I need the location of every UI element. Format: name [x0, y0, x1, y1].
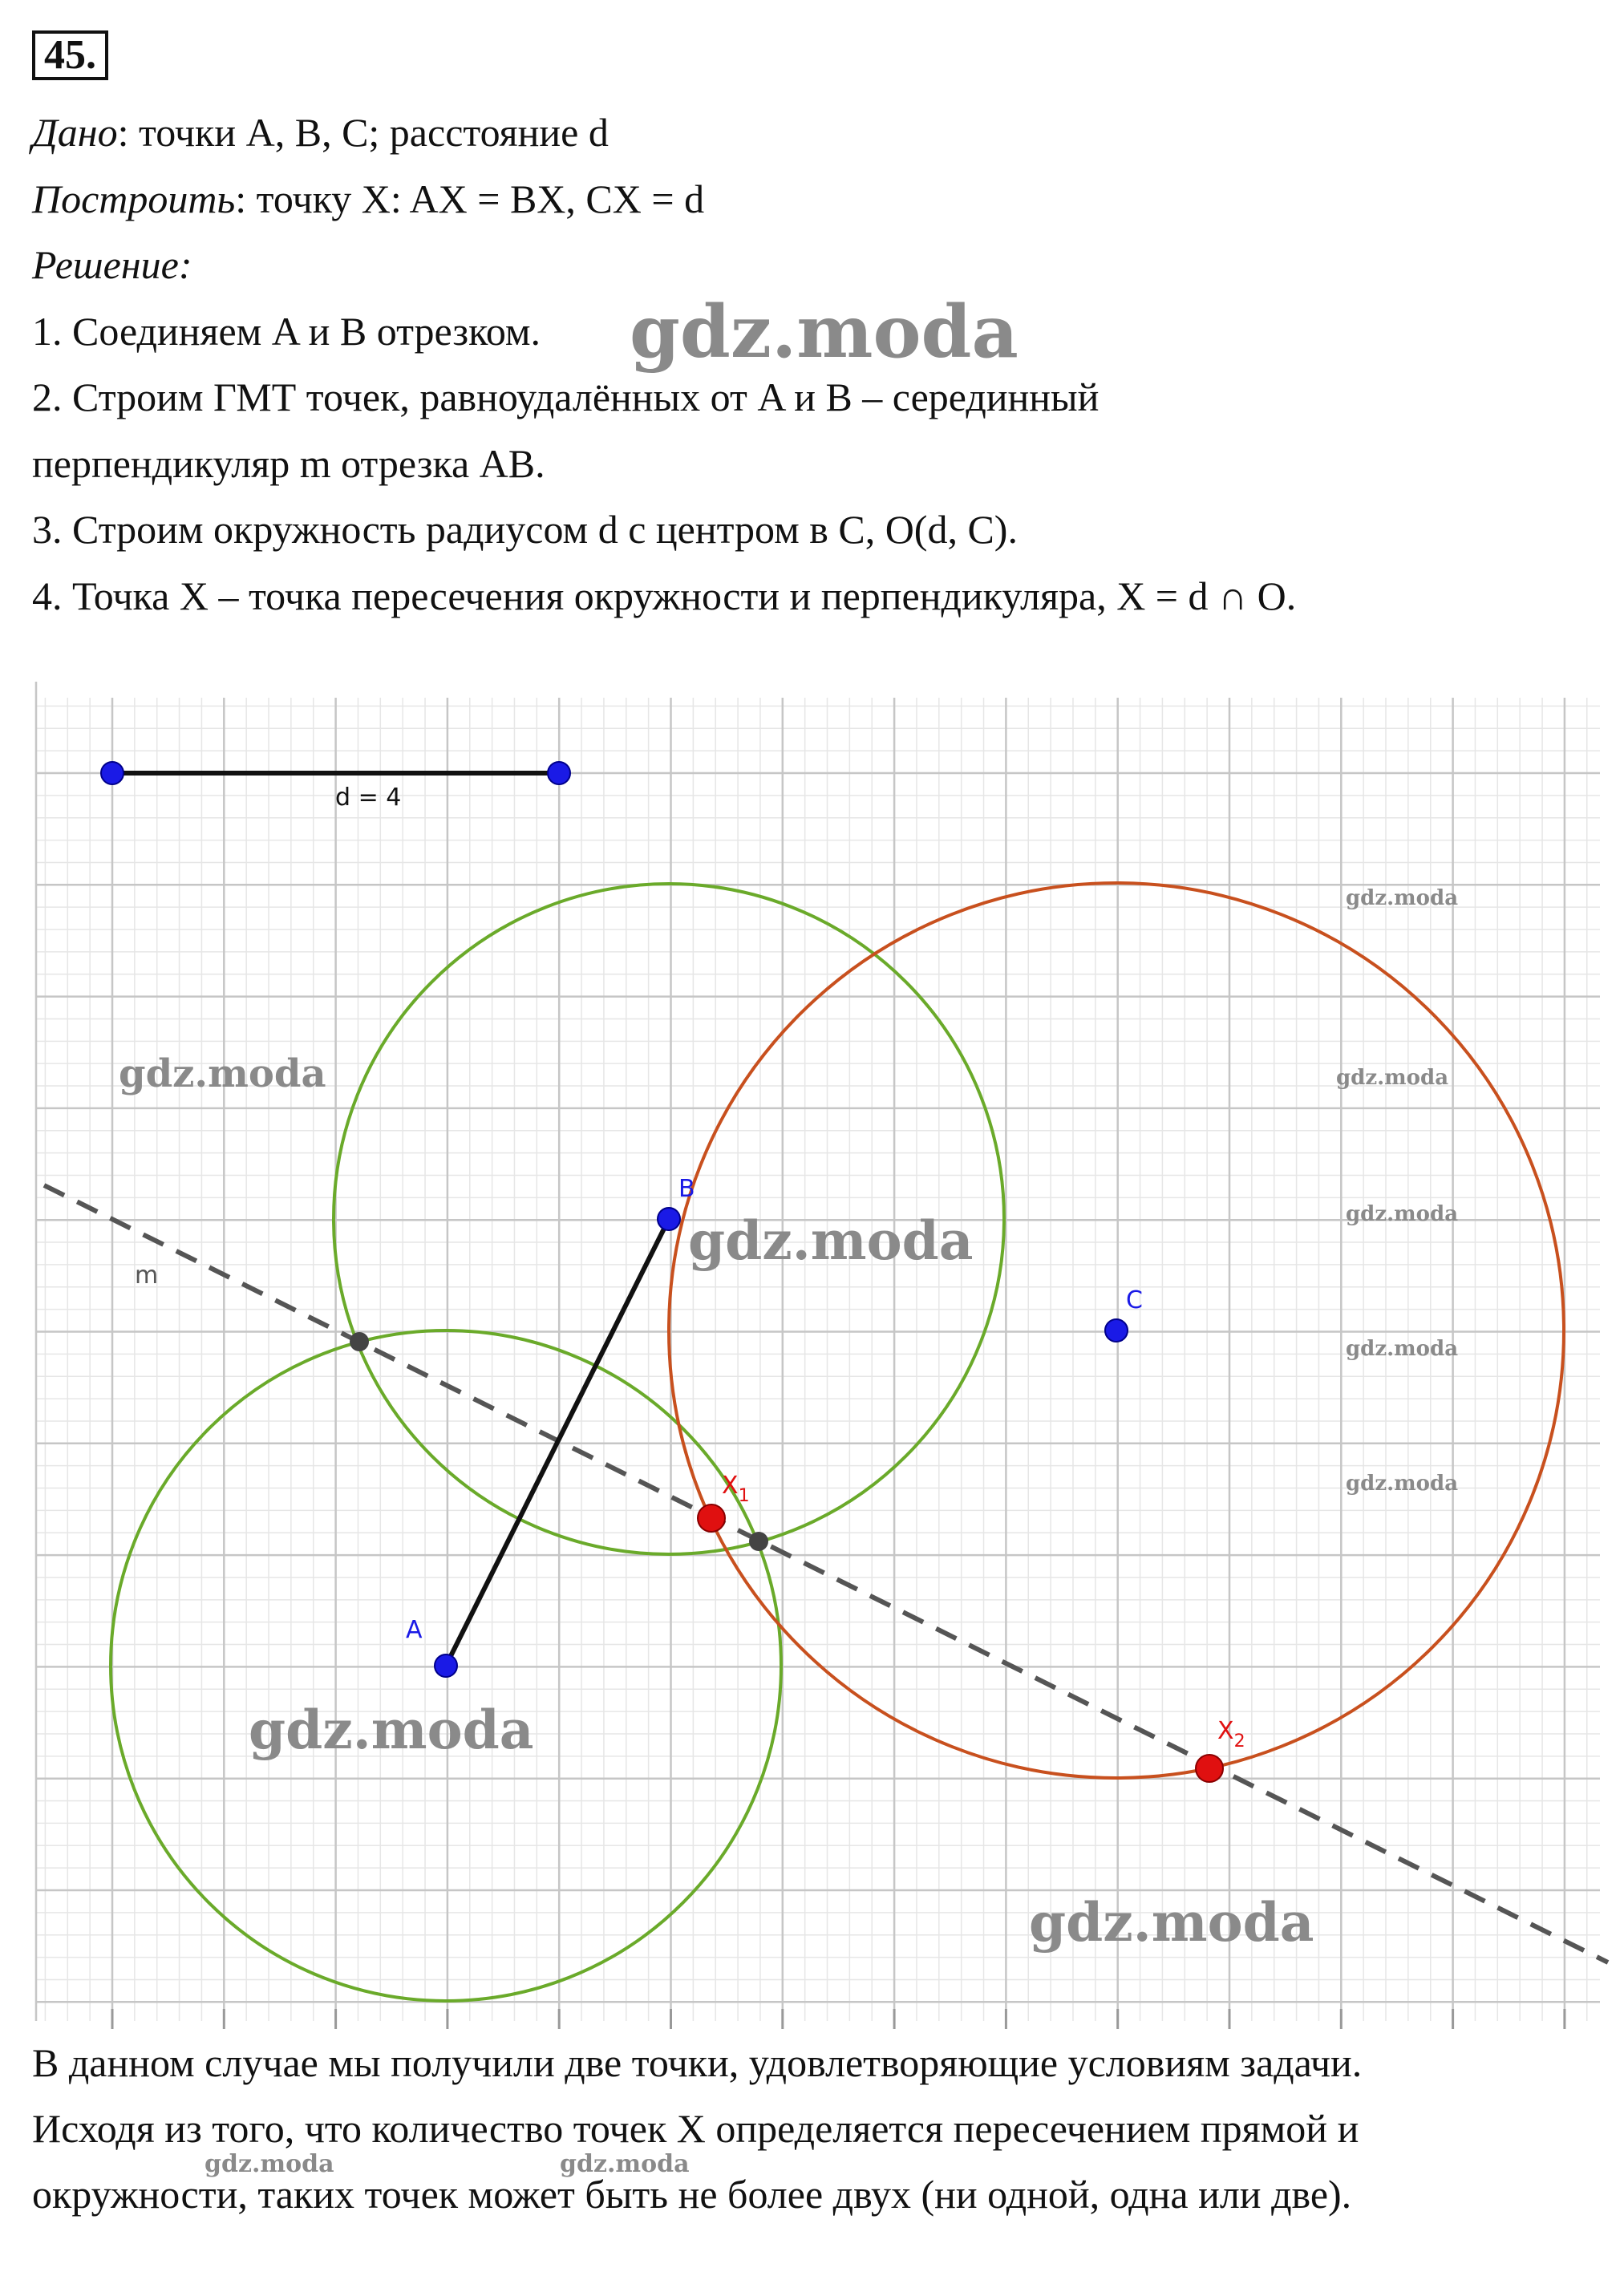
conclusion-line-2: Исходя из того, что количество точек X определяется пересечением прямой и [32, 2106, 1359, 2151]
step-3: 3. Строим окружность радиусом d с центром в C, O(d, C). [32, 507, 1018, 552]
watermark: gdz.moda [1346, 1472, 1459, 1496]
segment-d-label: d = 4 [335, 784, 402, 812]
point-c [1105, 1319, 1128, 1342]
solution-label: Решение: [32, 242, 192, 287]
watermark: gdz.moda [1346, 1202, 1459, 1226]
point-x2 [1196, 1755, 1223, 1782]
conclusion-line-3: окружности, таких точек может быть не более двух (ни одной, одна или две). [32, 2172, 1352, 2217]
construct-label: Построить [32, 176, 236, 221]
step-1: 1. Соединяем A и B отрезком. [32, 309, 541, 354]
given-text: : точки A, B, C; расстояние d [117, 110, 609, 155]
segment-d-end-point [548, 762, 570, 784]
watermark: gdz.moda [688, 1209, 974, 1272]
label-b: B [678, 1175, 695, 1203]
point-a [435, 1654, 457, 1677]
label-a: A [406, 1616, 423, 1644]
watermark: gdz.moda [560, 2150, 690, 2178]
step-4: 4. Точка X – точка пересечения окружности и перпендикуляра, X = d ∩ O. [32, 573, 1297, 618]
problem-number: 45. [32, 30, 108, 80]
point-x1 [698, 1505, 725, 1532]
watermark: gdz.moda [205, 2150, 334, 2178]
point-b [658, 1208, 680, 1230]
segment-d-start-point [101, 762, 124, 784]
watermark: gdz.moda [1346, 1337, 1459, 1361]
intersection-point-lower [749, 1532, 768, 1551]
label-x1: $X_1$ [722, 1472, 750, 1506]
watermark: gdz.moda [630, 290, 1019, 375]
construct-text: : точку X: AX = BX, CX = d [235, 176, 705, 221]
watermark: gdz.moda [1336, 1066, 1449, 1090]
conclusion-line-1: В данном случае мы получили две точки, удовлетворяющие условиям задачи. [32, 2040, 1363, 2085]
watermark: gdz.moda [249, 1699, 534, 1761]
label-c: C [1126, 1286, 1143, 1314]
step-2-cont: перпендикуляр m отрезка AB. [32, 441, 545, 486]
watermark: gdz.moda [1346, 886, 1459, 910]
watermark: gdz.moda [1029, 1891, 1314, 1954]
step-2: 2. Строим ГМТ точек, равноудалённых от A и B – серединный [32, 375, 1100, 419]
label-x2: $X_2$ [1217, 1717, 1245, 1752]
watermark: gdz.moda [119, 1051, 326, 1096]
intersection-point-upper [350, 1332, 369, 1351]
segment-ab [446, 1219, 669, 1666]
label-m: m [135, 1262, 159, 1290]
given-label: Дано [32, 110, 118, 155]
